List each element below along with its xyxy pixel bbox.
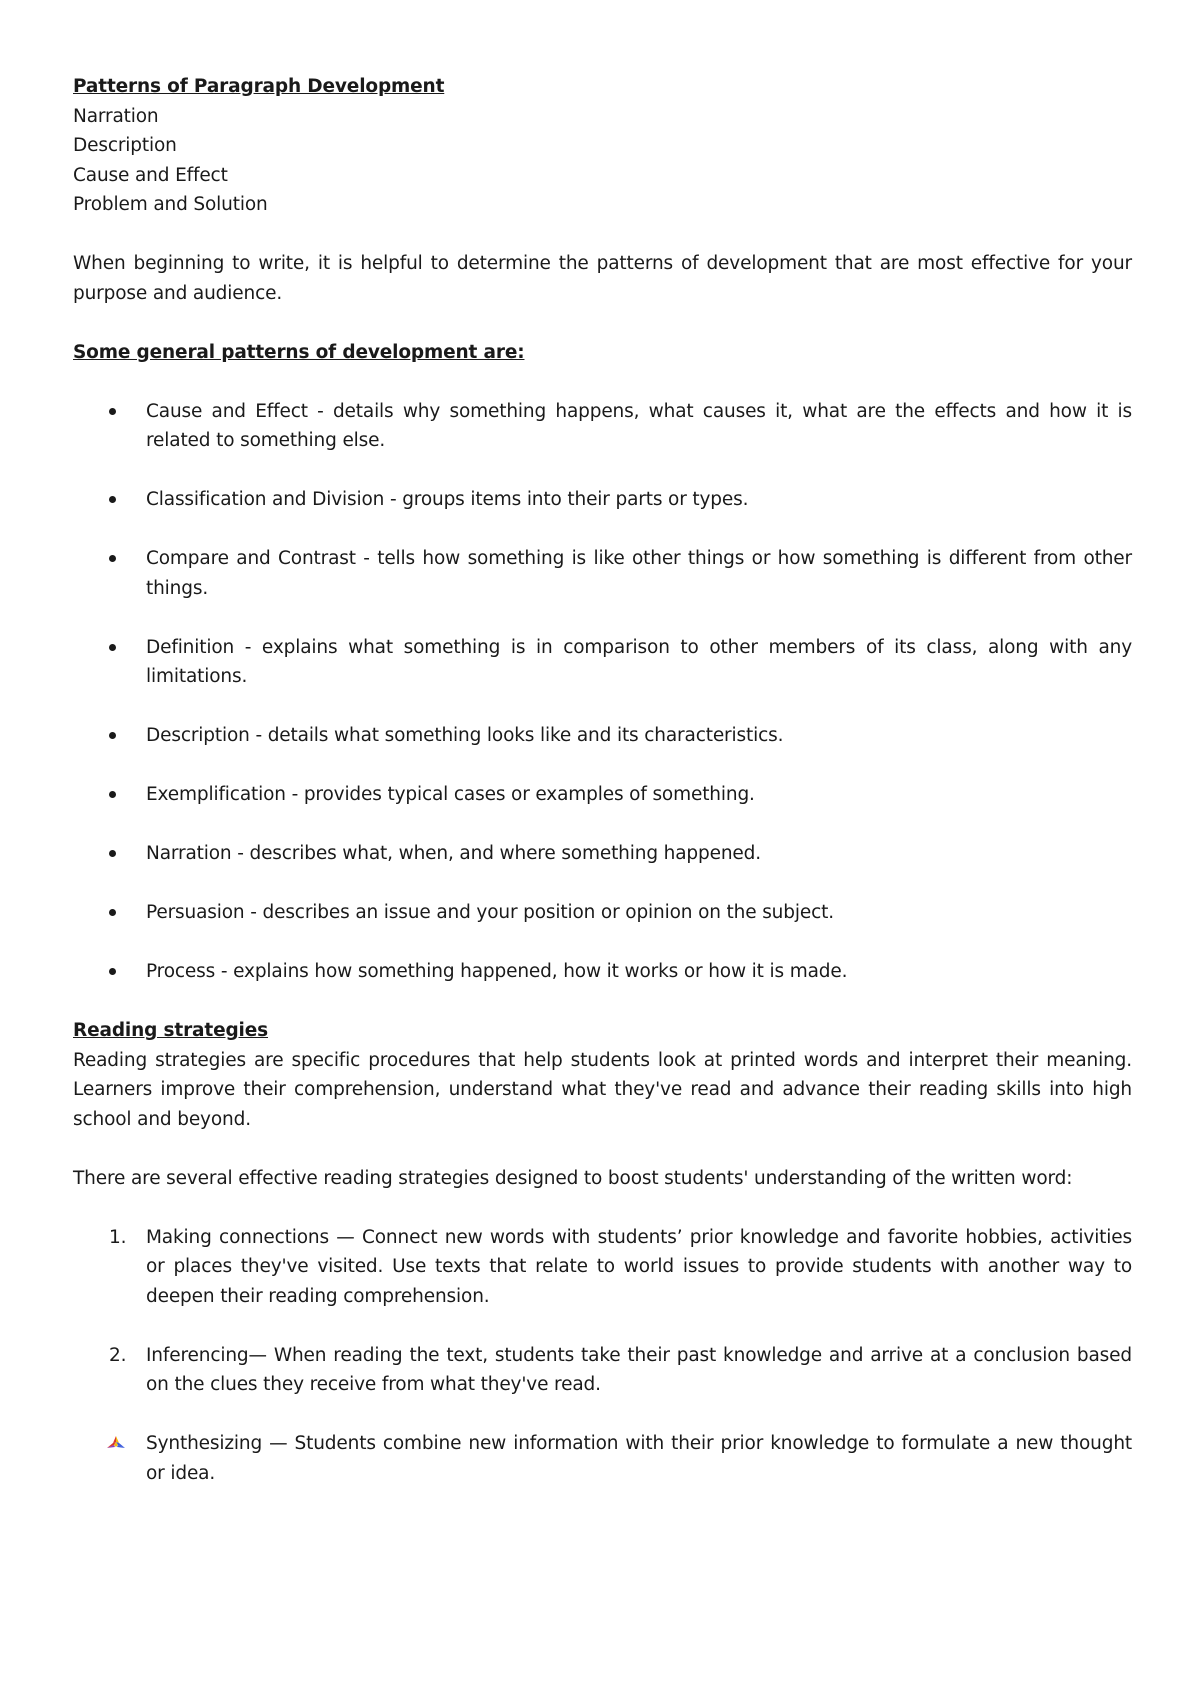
list-item: Process - explains how something happened, how it works or how it is made. <box>73 957 1132 987</box>
reading-lead-paragraph: There are several effective reading strategies designed to boost students' understanding of the written word: <box>73 1167 1073 1189</box>
bullet-dot-icon <box>109 791 116 798</box>
intro-paragraph: When beginning to write, it is helpful to determine the patterns of development that are most effective for your purpose and audience. <box>73 253 1132 304</box>
list-item: Persuasion - describes an issue and your position or opinion on the subject. <box>73 898 1132 928</box>
pattern-list-item: Cause and Effect <box>73 164 228 186</box>
four-color-arrow-icon <box>107 1436 125 1452</box>
bullet-dot-icon <box>109 555 116 562</box>
bullet-dot-icon <box>109 644 116 651</box>
bullet-dot-icon <box>109 968 116 975</box>
list-item: Exemplification - provides typical cases or examples of something. <box>73 780 1132 810</box>
list-item: 2. Inferencing— When reading the text, students take their past knowledge and arrive at a conclusion based on the clues they receive from what they've read. <box>73 1341 1132 1400</box>
list-item <box>73 1429 1132 1488</box>
strategies-list <box>73 1223 1132 1489</box>
bullet-dot-icon <box>109 408 116 415</box>
pattern-list-item: Narration <box>73 105 159 127</box>
pattern-list-item: Problem and Solution <box>73 194 268 215</box>
bullet-dot-icon <box>109 850 116 857</box>
list-item: 1. Making connections — Connect new words with students’ prior knowledge and favorite hobbies, activities or places they've visited. Use texts that relate to world issues to provide students with another way to deepen their reading comprehension. <box>73 1223 1132 1312</box>
list-item: Narration - describes what, when, and where something happened. <box>73 839 1132 869</box>
list-item: Cause and Effect - details why something happens, what causes it, what are the effects and how it is related to something else. <box>73 397 1132 456</box>
general-patterns-list <box>73 397 1132 987</box>
list-item: Definition - explains what something is in comparison to other members of its class, along with any limitations. <box>73 633 1132 692</box>
document-body <box>73 72 1132 1488</box>
bullet-dot-icon <box>109 496 116 503</box>
list-item: Description - details what something looks like and its characteristics. <box>73 721 1132 751</box>
list-number: 2. <box>109 1344 127 1366</box>
pattern-list-item: Description <box>73 135 177 156</box>
bullet-dot-icon <box>109 732 116 739</box>
synthesizing-text: Synthesizing — Students combine new information with their prior knowledge to formulate a new thought or idea. <box>146 1433 1132 1484</box>
general-patterns-heading: Some general patterns of development are: <box>73 341 525 363</box>
list-number: 1. <box>109 1226 127 1248</box>
list-item: Compare and Contrast - tells how something is like other things or how something is different from other things. <box>73 544 1132 603</box>
reading-intro-paragraph: Reading strategies are specific procedures that help students look at printed words and interpret their meaning. Learners improve their comprehension, understand what they've read and advance their reading skills into high school and beyond. <box>73 1049 1132 1130</box>
page-title: Patterns of Paragraph Development <box>73 76 445 97</box>
reading-strategies-heading: Reading strategies <box>73 1020 269 1041</box>
list-item: Classification and Division - groups items into their parts or types. <box>73 485 1132 515</box>
bullet-dot-icon <box>109 909 116 916</box>
